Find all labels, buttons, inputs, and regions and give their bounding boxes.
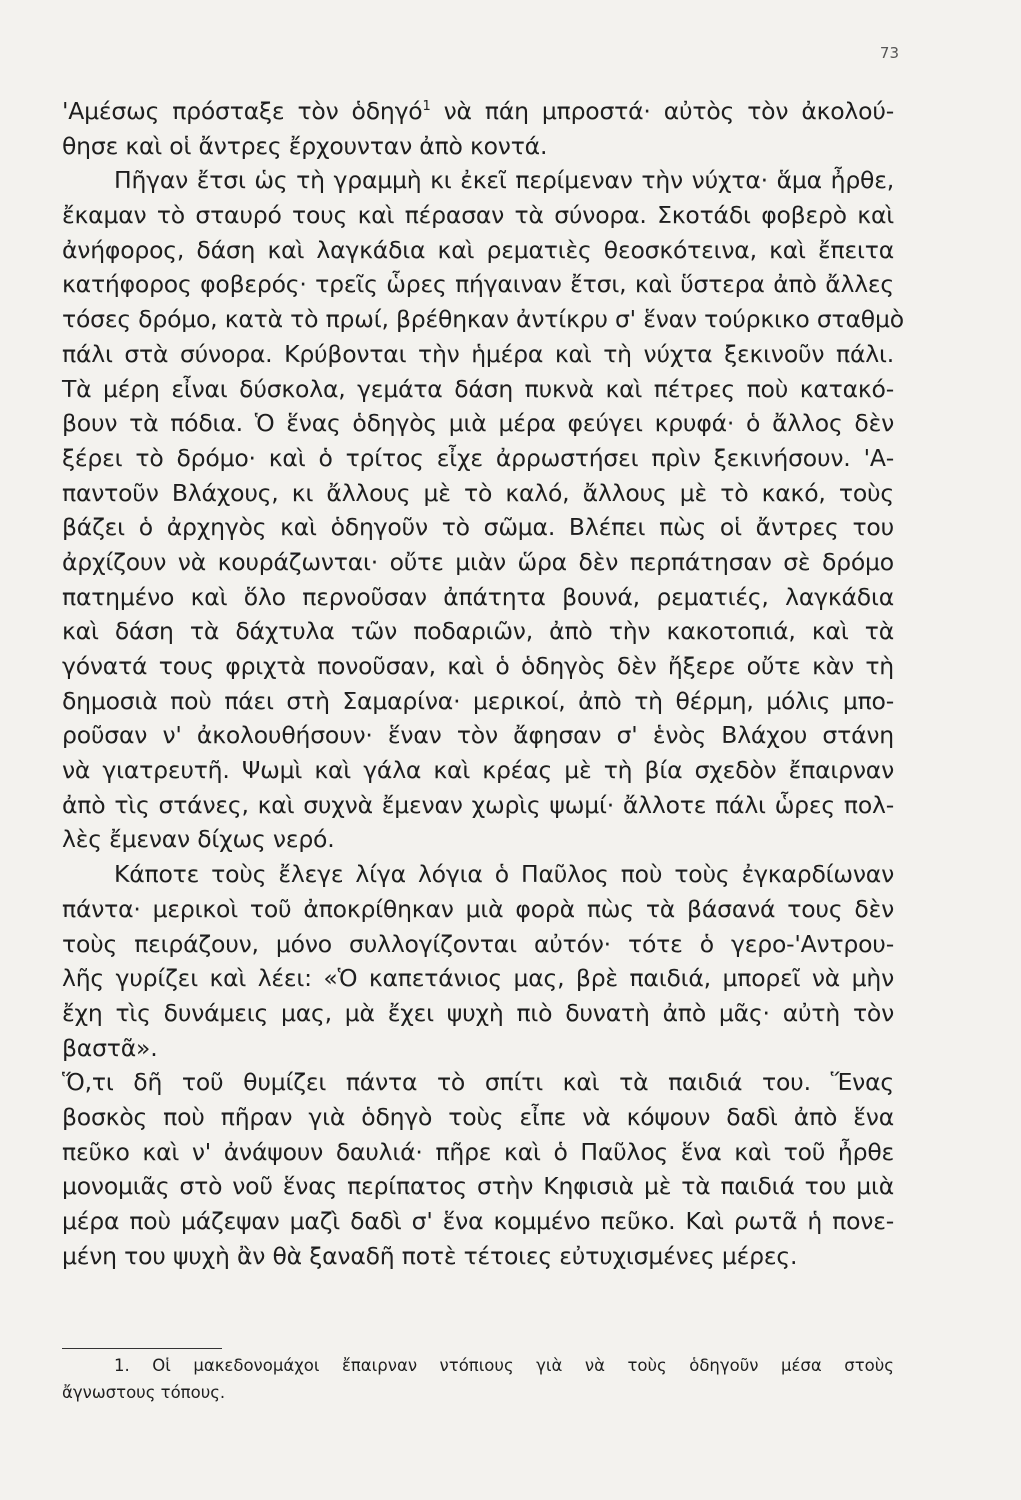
text-line: τόσες δρόμο, κατὰ τὸ πρωί, βρέθηκαν ἀντίκρυ σ' ἕναν τούρκικο σταθμὸ	[62, 305, 904, 334]
text-line: Τὰ μέρη εἶναι δύσκολα, γεμάτα δάση πυκνὰ καὶ πέτρες ποὺ κατακό-	[62, 374, 894, 403]
text-line: δημοσιὰ ποὺ πάει στὴ Σαμαρίνα· μερικοί, ἀπὸ τὴ θέρμη, μόλις μπο-	[62, 686, 894, 715]
footnote-line: 1. Οἱ μακεδονομάχοι ἔπαιρναν ντόπιους γιὰ νὰ τοὺς ὁδηγοῦν μέσα στοὺς	[114, 1356, 894, 1375]
footnote	[62, 1352, 894, 1406]
text-line: κατήφορος φοβερός· τρεῖς ὧρες πήγαιναν ἔτσι, καὶ ὕστερα ἀπὸ ἄλλες	[62, 270, 894, 299]
text-line: Ὅ,τι δῆ τοῦ θυμίζει πάντα τὸ σπίτι καὶ τὰ παιδιά του. Ἕνας	[62, 1068, 894, 1097]
text-line: μονομιᾶς στὸ νοῦ ἕνας περίπατος στὴν Κηφισιὰ μὲ τὰ παιδιά του μιὰ	[62, 1172, 894, 1201]
text-line: πάντα· μερικοὶ τοῦ ἀποκρίθηκαν μιὰ φορὰ πὼς τὰ βάσανά τους δὲν	[62, 894, 894, 923]
text-line: Πῆγαν ἔτσι ὡς τὴ γραμμὴ κι ἐκεῖ περίμεναν τὴν νύχτα· ἅμα ἦρθε,	[114, 166, 894, 195]
footnote-divider	[62, 1348, 222, 1349]
text-line: ἔχη τὶς δυνάμεις μας, μὰ ἔχει ψυχὴ πιὸ δυνατὴ ἀπὸ μᾶς· αὐτὴ τὸν	[62, 998, 894, 1027]
text-line: ἔκαμαν τὸ σταυρό τους καὶ πέρασαν τὰ σύνορα. Σκοτάδι φοβερὸ καὶ	[62, 201, 894, 230]
text-line: Κάποτε τοὺς ἔλεγε λίγα λόγια ὁ Παῦλος ποὺ τοὺς ἐγκαρδίωναν	[114, 860, 894, 889]
text-line: πάλι στὰ σύνορα. Κρύβονται τὴν ἡμέρα καὶ τὴ νύχτα ξεκινοῦν πάλι.	[62, 339, 894, 368]
text-line: ἀρχίζουν νὰ κουράζωνται· οὔτε μιὰν ὥρα δὲν περπάτησαν σὲ δρόμο	[62, 547, 894, 576]
text-span: 'Αμέσως πρόσταξε τὸν ὁδηγό	[62, 97, 423, 125]
text-line: βοσκὸς ποὺ πῆραν γιὰ ὁδηγὸ τοὺς εἶπε νὰ κόψουν δαδὶ ἀπὸ ἕνα	[62, 1102, 894, 1131]
text-line: ἀνήφορος, δάση καὶ λαγκάδια καὶ ρεματιὲς θεοσκότεινα, καὶ ἔπειτα	[62, 235, 894, 264]
text-line: μένη του ψυχὴ ἂν θὰ ξαναδῆ ποτὲ τέτοιες εὐτυχισμένες μέρες.	[62, 1241, 798, 1270]
text-line: καὶ δάση τὰ δάχτυλα τῶν ποδαριῶν, ἀπὸ τὴν κακοτοπιά, καὶ τὰ	[62, 617, 894, 646]
text-line: νὰ γιατρευτῆ. Ψωμὶ καὶ γάλα καὶ κρέας μὲ τὴ βία σχεδὸν ἔπαιρναν	[62, 756, 894, 785]
text-line: βουν τὰ πόδια. Ὁ ἕνας ὁδηγὸς μιὰ μέρα φεύγει κρυφά· ὁ ἄλλος δὲν	[62, 409, 894, 438]
body-text	[62, 94, 904, 1273]
text-line: ξέρει τὸ δρόμο· καὶ ὁ τρίτος εἶχε ἀρρωστήσει πρὶν ξεκινήσουν. 'Α-	[62, 443, 894, 472]
text-line: λῆς γυρίζει καὶ λέει: «Ὁ καπετάνιος μας, βρὲ παιδιά, μπορεῖ νὰ μὴν	[62, 964, 894, 993]
text-line: λὲς ἔμεναν δίχως νερό.	[62, 825, 335, 854]
text-line	[62, 94, 894, 129]
text-line: πεῦκο καὶ ν' ἀνάψουν δαυλιά· πῆρε καὶ ὁ Παῦλος ἕνα καὶ τοῦ ἦρθε	[62, 1137, 894, 1166]
text-line: πατημένο καὶ ὅλο περνοῦσαν ἀπάτητα βουνά, ρεματιές, λαγκάδια	[62, 582, 894, 611]
text-line: μέρα ποὺ μάζεψαν μαζὶ δαδὶ σ' ἕνα κομμένο πεῦκο. Καὶ ρωτᾶ ἡ πονε-	[62, 1207, 894, 1235]
page-number: 73	[879, 44, 899, 62]
text-line: τοὺς πειράζουν, μόνο συλλογίζονται αὐτόν· τότε ὁ γερο-'Αντρου-	[62, 929, 894, 958]
text-line: βαστᾶ».	[62, 1033, 158, 1062]
text-line: θησε καὶ οἱ ἄντρες ἔρχουνταν ἀπὸ κοντά.	[62, 131, 548, 160]
footnote-reference: 1	[422, 99, 431, 115]
text-line: ἀπὸ τὶς στάνες, καὶ συχνὰ ἔμεναν χωρὶς ψωμί· ἄλλοτε πάλι ὧρες πολ-	[62, 790, 894, 819]
text-line: γόνατά τους φριχτὰ πονοῦσαν, καὶ ὁ ὁδηγὸς δὲν ἤξερε οὔτε κὰν τὴ	[62, 652, 894, 680]
text-line: ροῦσαν ν' ἀκολουθήσουν· ἕναν τὸν ἄφησαν σ' ἑνὸς Βλάχου στάνη	[62, 721, 894, 750]
footnote-line: ἄγνωστους τόπους.	[62, 1383, 226, 1402]
text-line: παντοῦν Βλάχους, κι ἄλλους μὲ τὸ καλό, ἄλλους μὲ τὸ κακό, τοὺς	[62, 478, 894, 507]
text-line: βάζει ὁ ἀρχηγὸς καὶ ὁδηγοῦν τὸ σῶμα. Βλέπει πὼς οἱ ἄντρες του	[62, 513, 894, 542]
text-span: νὰ πάη μπροστά· αὐτὸς τὸν ἀκολού-	[430, 97, 894, 125]
